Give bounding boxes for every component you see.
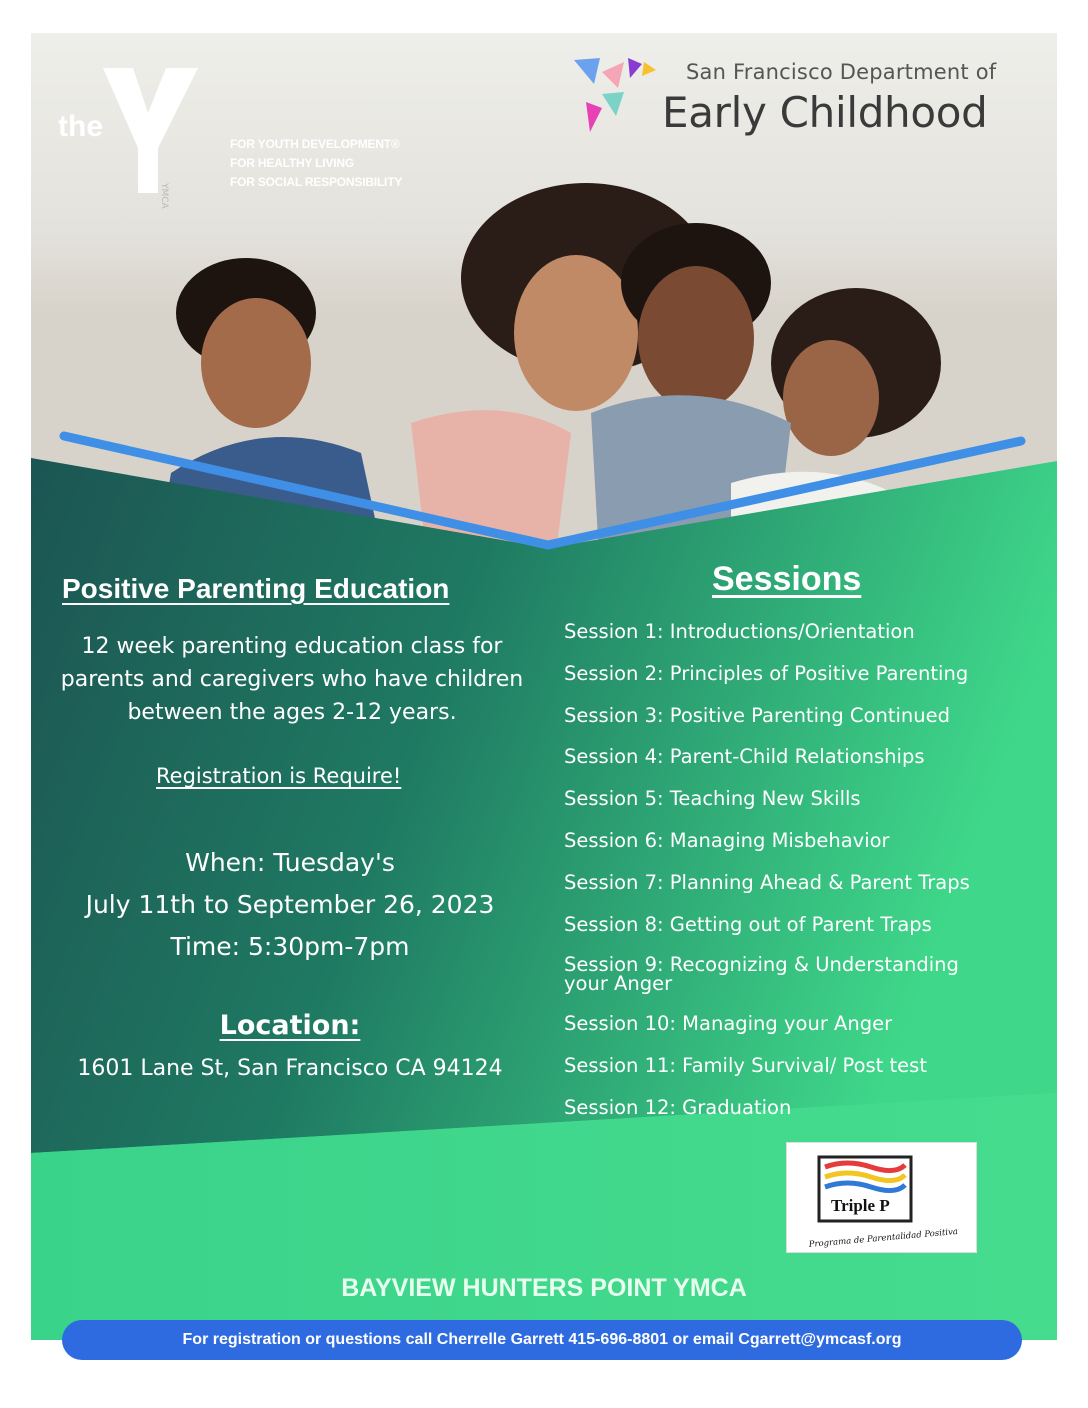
department-title: Early Childhood [662, 88, 988, 137]
schedule-time: Time: 5:30pm-7pm [170, 932, 410, 961]
location-heading: Location: [219, 1010, 361, 1041]
session-item: Session 6: Managing Misbehavior [564, 828, 890, 852]
session-item: Session 9: Recognizing & Understanding your Anger [564, 953, 959, 996]
early-childhood-logo-icon [572, 54, 662, 134]
tagline-line: FOR YOUTH DEVELOPMENT® [230, 137, 400, 151]
session-item: Session 3: Positive Parenting Continued [564, 703, 950, 727]
program-description: 12 week parenting education class for parents and caregivers who have children between the ages 2-12 years. [60, 634, 524, 725]
schedule [50, 842, 530, 968]
program-title: Positive Parenting Education [62, 573, 450, 604]
department-subtitle: San Francisco Department of [686, 60, 997, 84]
session-item: Session 4: Parent-Child Relationships [564, 745, 925, 769]
session-item: Session 7: Planning Ahead & Parent Traps [564, 870, 970, 894]
triple-p-logo [786, 1142, 977, 1253]
session-item: Session 8: Getting out of Parent Traps [564, 912, 932, 936]
sessions-list [564, 621, 1034, 1139]
registration-note: Registration is Require! [156, 764, 402, 788]
session-item: Session 12: Graduation [564, 1095, 792, 1119]
tagline-line: FOR HEALTHY LIVING [230, 156, 354, 170]
session-item: Session 2: Principles of Positive Parenting [564, 661, 969, 685]
session-item: Session 1: Introductions/Orientation [564, 620, 915, 643]
triple-p-subtitle: Programa de Parentalidad Positiva [808, 1226, 959, 1250]
session-item: Session 11: Family Survival/ Post test [564, 1053, 927, 1077]
branch-name: BAYVIEW HUNTERS POINT YMCA [341, 1274, 747, 1302]
ymca-the-word: the [58, 110, 103, 143]
tagline-line: FOR SOCIAL RESPONSIBILITY [230, 175, 403, 189]
triple-p-name: Triple P [831, 1196, 890, 1215]
schedule-day: When: Tuesday's [185, 848, 395, 877]
ymca-letters: YMCA [159, 183, 169, 209]
triple-p-emblem [787, 1143, 978, 1254]
ymca-logo [58, 68, 218, 209]
session-item: Session 10: Managing your Anger [564, 1012, 893, 1036]
location-address: 1601 Lane St, San Francisco CA 94124 [77, 1056, 503, 1081]
contact-banner: For registration or questions call Cherrelle Garrett 415-696-8801 or email Cgarrett@ymcasf.org [62, 1320, 1022, 1360]
sessions-heading: Sessions [712, 560, 862, 598]
session-item: Session 5: Teaching New Skills [564, 787, 861, 811]
ymca-tagline [230, 135, 402, 192]
schedule-dates: July 11th to September 26, 2023 [85, 890, 495, 919]
